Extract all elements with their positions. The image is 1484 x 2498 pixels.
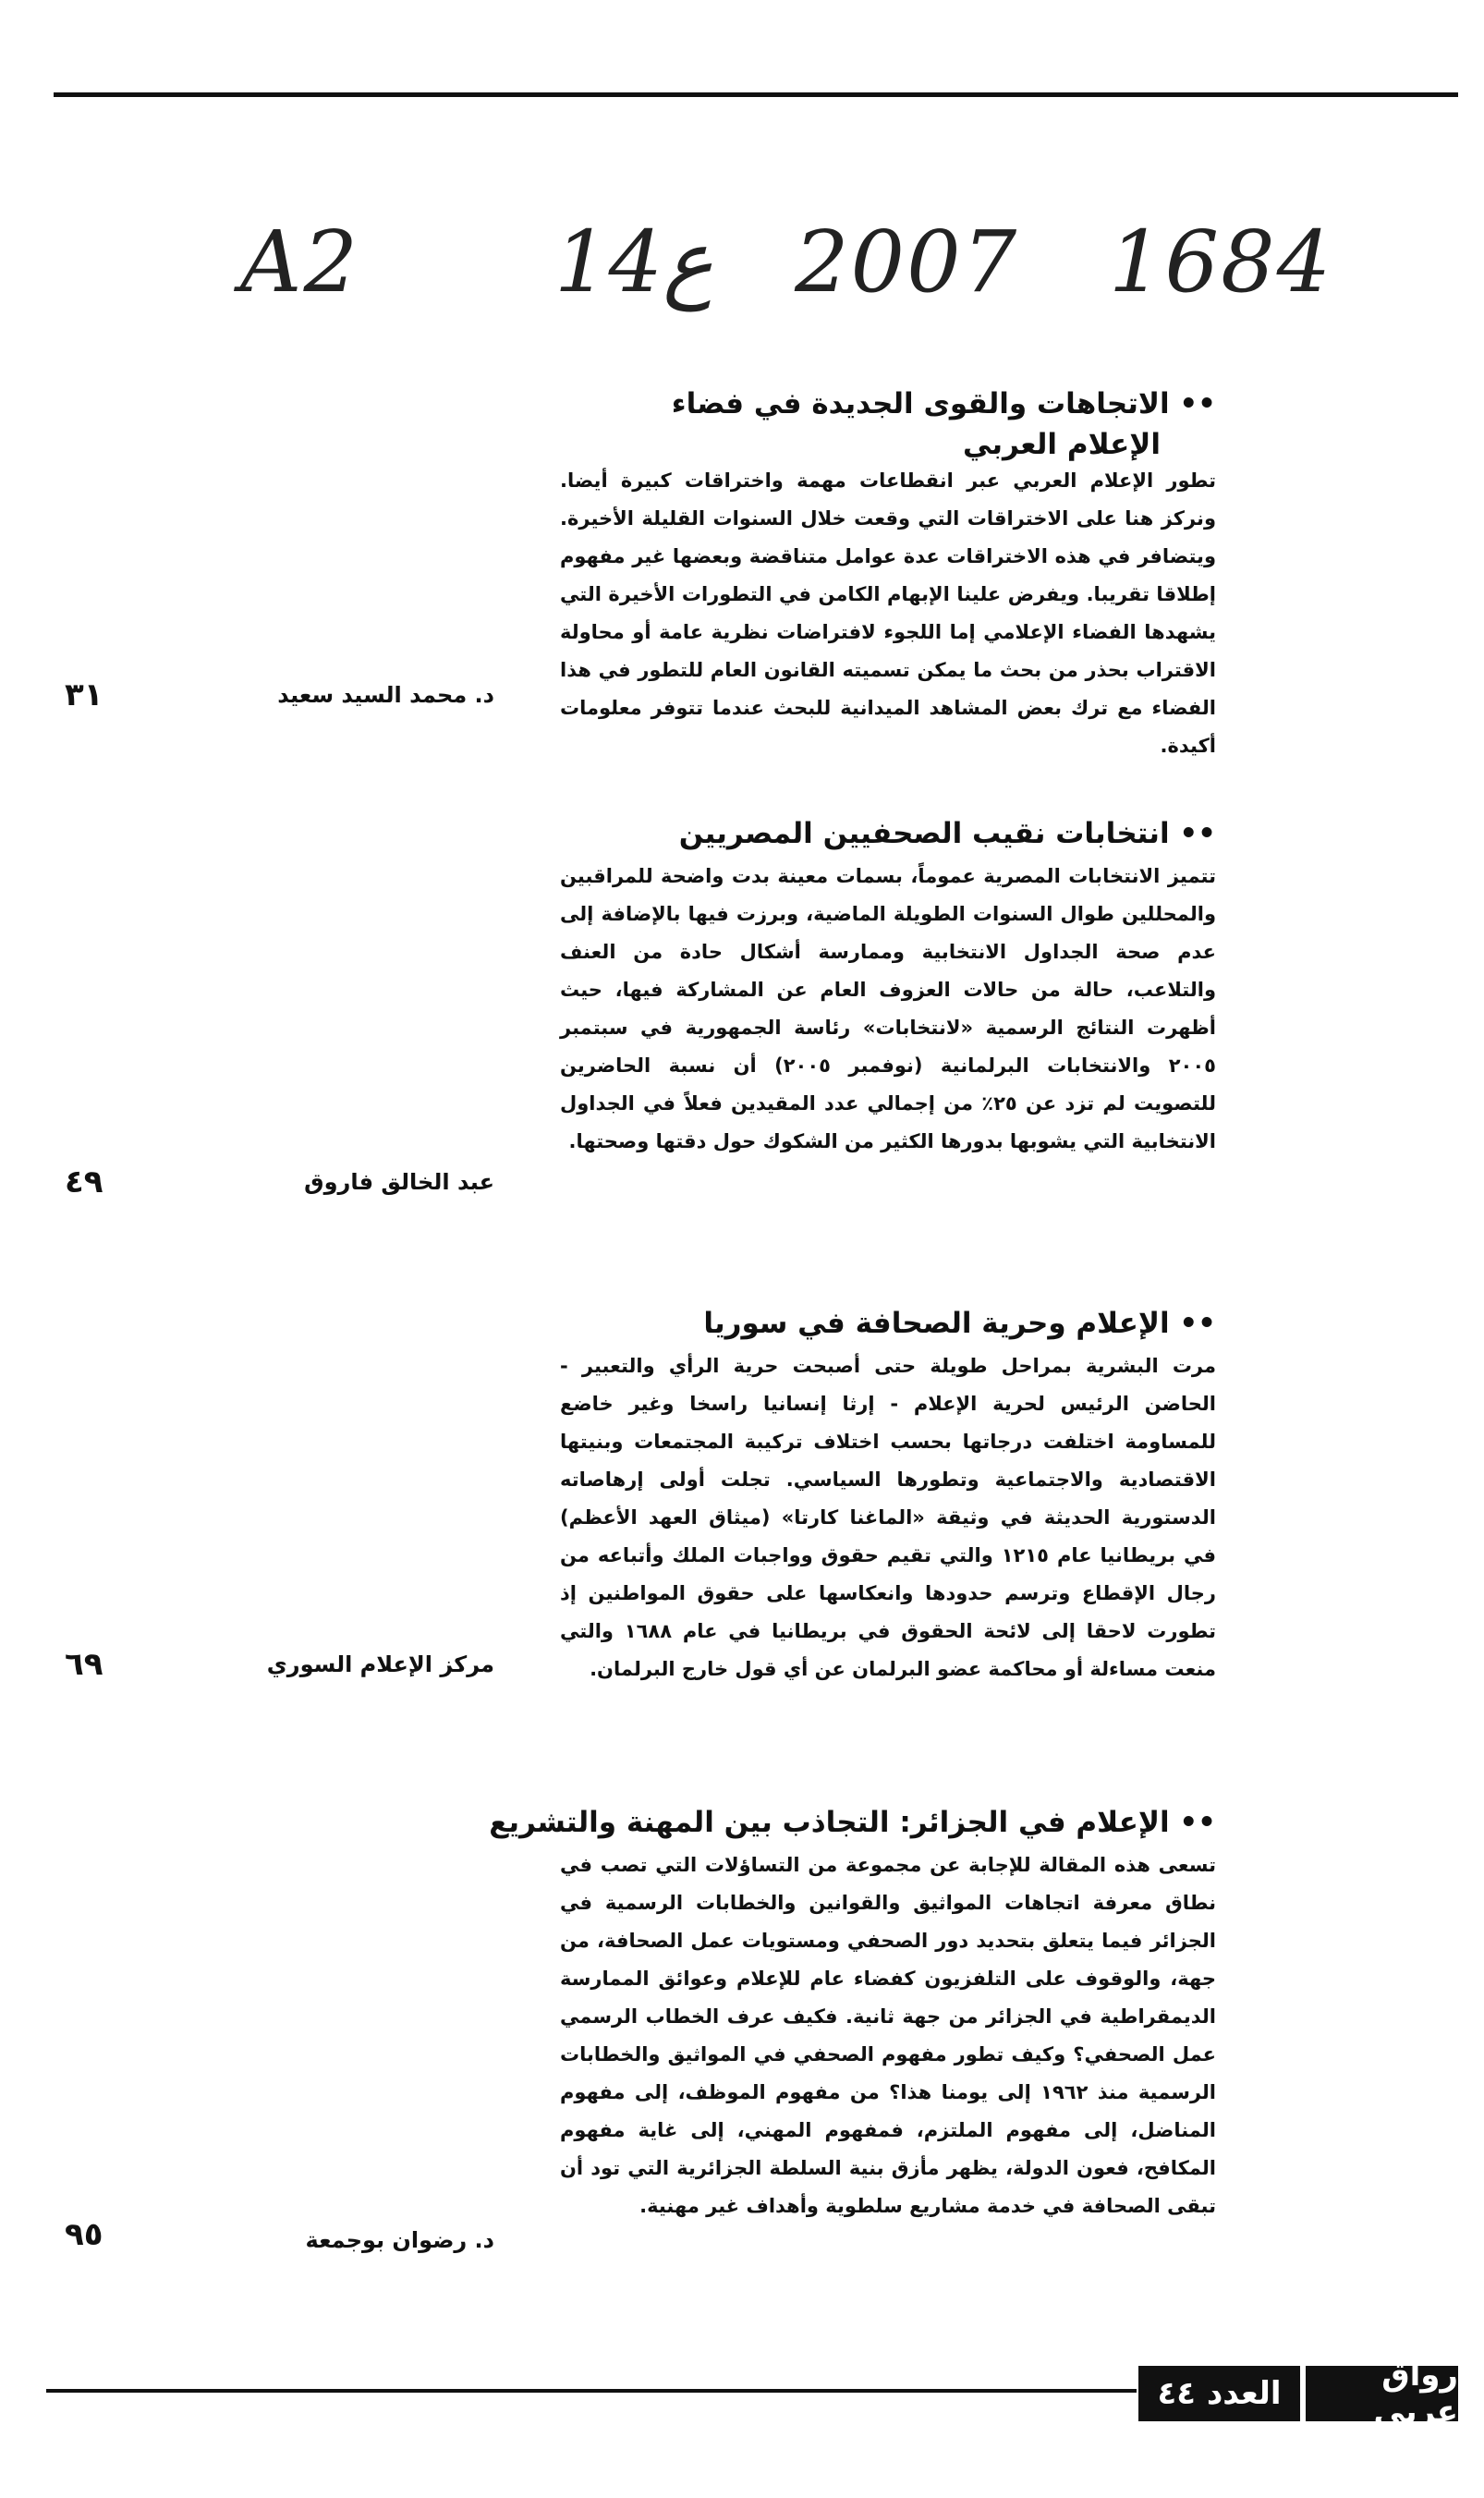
entry-title-line: •• الاتجاهات والقوى الجديدة في فضاء bbox=[671, 387, 1216, 420]
entry-title-line: •• الإعلام وحرية الصحافة في سوريا bbox=[703, 1307, 1216, 1340]
footer-issue-label: العدد ٤٤ bbox=[1138, 2366, 1300, 2421]
entry-title-line: •• انتخابات نقيب الصحفيين المصريين bbox=[678, 817, 1216, 850]
entry-title-line: •• الإعلام في الجزائر: التجاذب بين المهنة والتشريع bbox=[489, 1806, 1216, 1839]
bottom-rule bbox=[46, 2389, 1137, 2393]
footer-brand-label: رواق عربي bbox=[1306, 2366, 1458, 2421]
entry-abstract: تسعى هذه المقالة للإجابة عن مجموعة من التساؤلات التي تصب في نطاق معرفة اتجاهات المواثيق والقوانين والخطابات الرسمية في الجزائر فيما يتعلق بتحديد دور الصحفي ومستويات عمل الصحافة، من جهة، والوقوف على التلفزيون كفضاء عام للإعلام وعوائق الممارسة الديمقراطية في الجزائر من جهة ثانية. فكيف عرف الخطاب الرسمي عمل الصحفي؟ وكيف تطور مفهوم الصحفي في المواثيق والخطابات الرسمية منذ ١٩٦٢ إلى يومنا هذا؟ من مفهوم الموظف، إلى مفهوم المناضل، إلى مفهوم الملتزم، فمفهوم المهني، إلى غاية مفهوم المكافح، فعون الدولة، يظهر مأزق بنية السلطة الجزائرية التي تود أن تبقى الصحافة في خدمة مشاريع سلطوية وأهداف غير مهنية. bbox=[560, 1854, 1216, 2217]
handwritten-mark: A2 bbox=[240, 213, 359, 311]
entry-title-line: الإعلام العربي bbox=[963, 428, 1161, 461]
entry-author: د. محمد السيد سعيد bbox=[277, 682, 494, 708]
top-rule bbox=[54, 92, 1458, 97]
entry-author: مركز الإعلام السوري bbox=[266, 1651, 494, 1677]
entry-title bbox=[384, 384, 1216, 465]
handwritten-mark: 2007 bbox=[795, 213, 1019, 311]
entry-abstract: مرت البشرية بمراحل طويلة حتى أصبحت حرية الرأي والتعبير - الحاضن الرئيس لحرية الإعلام - إرثا إنسانيا راسخا وغير خاضع للمساومة اختلفت درجاتها بحسب اختلاف تركيبة المجتمعات وبنيتها الاقتصادية والاجتماعية وتطورها السياسي. تجلت أولى إرهاصاته الدستورية الحديثة في وثيقة «الماغنا كارتا» (ميثاق العهد الأعظم) في بريطانيا عام ١٢١٥ والتي تقيم حقوق وواجبات الملك وأتباعه من رجال الإقطاع وترسم حدودها وانعكاسها على حقوق المواطنين إذ تطورت لاحقا إلى لائحة الحقوق في بريطانيا في عام ١٦٨٨ والتي منعت مساءلة أو محاكمة عضو البرلمان عن أي قول خارج البرلمان. bbox=[560, 1355, 1216, 1680]
entry-abstract: تطور الإعلام العربي عبر انقطاعات مهمة واختراقات كبيرة أيضا. ونركز هنا على الاختراقات التي وقعت خلال السنوات القليلة الأخيرة. ويتضافر في هذه الاختراقات عدة عوامل متناقضة وبعضها غير مفهوم إطلاقا تقريبا. ويفرض علينا الإبهام الكامن في التطورات الأخيرة التي يشهدها الفضاء الإعلامي إما اللجوء لافتراضات نظرية عامة أو محاولة الاقتراب بحذر من بحث ما يمكن تسميته القانون العام للتطور في هذا الفضاء مع ترك بعض المشاهد الميدانية للبحث عندما تتوفر معلومات أكيدة. bbox=[560, 469, 1216, 757]
handwritten-mark: 1684 bbox=[1109, 213, 1333, 311]
entry-page-number: ٦٩ bbox=[65, 1646, 103, 1683]
entry-title bbox=[384, 1303, 1216, 1344]
entry-author: عبد الخالق فاروق bbox=[304, 1169, 494, 1195]
entry-title bbox=[384, 1802, 1216, 1843]
entry-abstract: تتميز الانتخابات المصرية عموماً، بسمات معينة بدت واضحة للمراقبين والمحللين طوال السنوات الطويلة الماضية، وبرزت فيها بالإضافة إلى عدم صحة الجداول الانتخابية وممارسة أشكال حادة من العنف والتلاعب، حالة من حالات العزوف العام عن المشاركة فيها، حيث أظهرت النتائج الرسمية «لانتخابات» رئاسة الجمهورية في سبتمبر ٢٠٠٥ والانتخابات البرلمانية (نوفمبر ٢٠٠٥) أن نسبة الحاضرين للتصويت لم تزد عن ٢٥٪ من إجمالي عدد المقيدين فعلاً في الجداول الانتخابية التي يشوبها بدورها الكثير من الشكوك حول دقتها وصحتها. bbox=[560, 865, 1216, 1152]
entry-page-number: ٣١ bbox=[65, 676, 103, 713]
entry-page-number: ٩٥ bbox=[65, 2216, 103, 2253]
entry-author: د. رضوان بوجمعة bbox=[305, 2227, 494, 2253]
handwritten-mark: 14ع bbox=[554, 213, 713, 311]
entry-page-number: ٤٩ bbox=[65, 1164, 103, 1200]
entry-title bbox=[384, 813, 1216, 854]
